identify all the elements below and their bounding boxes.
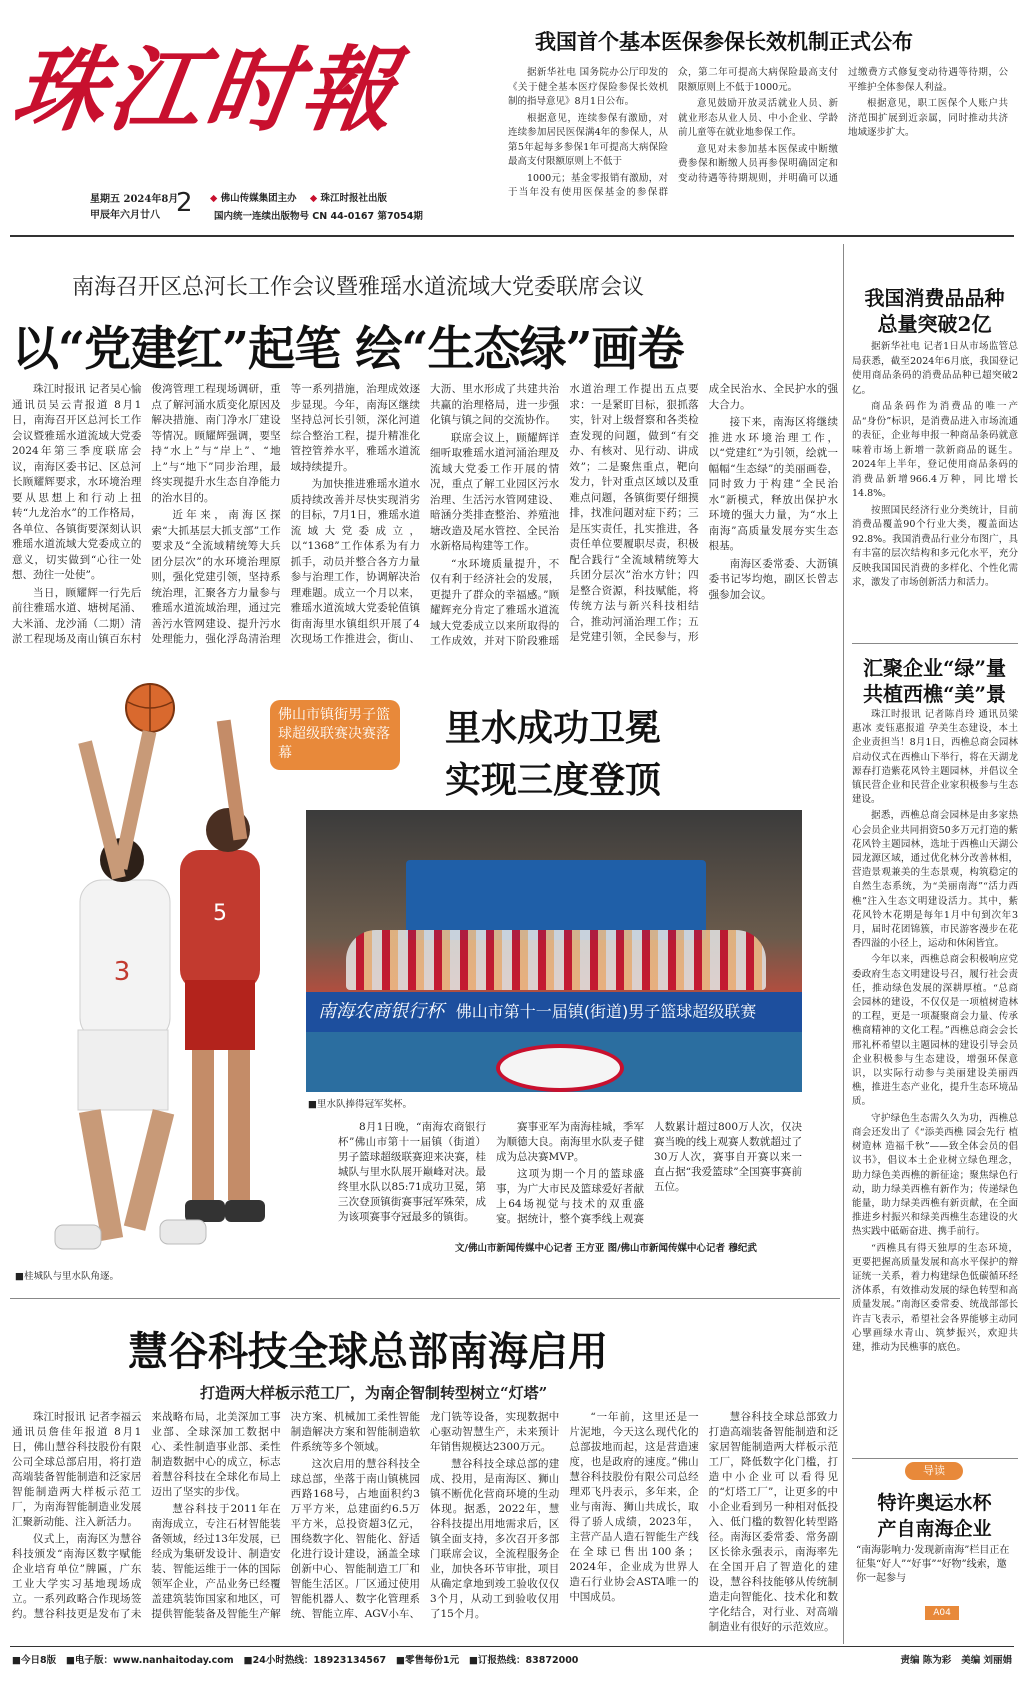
day-number: 2 bbox=[176, 188, 193, 218]
stage-backdrop bbox=[406, 860, 706, 940]
top-story-para: 1000元；基金零报销有激励，对于当年没有使用医保基金的参保群众，第二年可提高大病保险最高支付限额原则上不低于1000元。 bbox=[508, 67, 838, 198]
trophy-caption-text: 里水队捧得冠军奖杯。 bbox=[316, 1099, 412, 1110]
tech-headline: 慧谷科技全球总部南海启用 bbox=[128, 1328, 608, 1375]
footer-rule bbox=[10, 1646, 1014, 1647]
basketball-para: 8月1日晚，“南海农商银行杯”佛山市第十一届镇（街道）男子篮球超级联赛迎来决赛，桂城队与里水队展开巅峰对决。最终里水队以85:71成功卫冕，第三次登顶镇街赛事冠军殊荣，成为该项赛事夺冠最多的镇街。 bbox=[338, 1121, 486, 1223]
publisher1: 佛山传媒集团主办 bbox=[220, 193, 297, 204]
footer-price: 零售每份1元 bbox=[404, 1655, 460, 1666]
basketball-para: 这项为期一个月的篮球盛事，为广大市民及篮球爱好者献上64场视觉与技术的双重盛宴。据统计，整个赛季线上观赛人数累计超过800万人次，仅决赛当晚的线上观赛人数就超过了30万人次，赛事自开赛以来一直占据“我爱篮球”全国赛事赛前五位。 bbox=[496, 1121, 802, 1225]
footer-website[interactable]: 电子版：www.nanhaitoday.com bbox=[75, 1655, 234, 1666]
guide-label bbox=[905, 1462, 963, 1480]
sidebar-story1-headline-2: 总量突破2亿 bbox=[877, 312, 992, 336]
court-logo bbox=[496, 1044, 624, 1092]
guide-page-badge[interactable] bbox=[925, 1606, 959, 1620]
date-line1: 星期五 2024年8月 bbox=[90, 194, 179, 205]
tech-para: 这次启用的慧谷科技全球总部，坐落于南山镇桃园西路168号，占地面积约3万平方米，总建面约6.5万平方米，总投资超3亿元，围绕数字化、智能化、舒适化进行设计建设，涵盖全球创新中心、智能制造工厂和智能生活区。厂区通过使用智能机器人、数字化管理系统、智能立库、AGV小车、龙门铣等设备，实现数据中心驱动智慧生产，未来预计年销售规模达2300万元。 bbox=[290, 1411, 560, 1620]
tech-para: 珠江时报讯 记者李福云 通讯员詹佳年报道 8月1日，佛山慧谷科技股份有限公司全球总部启用，将打造高端装备智能制造和泛家居智能制造两大样板示范工厂，为南海智能制造业发展汇聚新动能、注入新活力。 bbox=[12, 1411, 142, 1528]
top-story-para: 意见对未参加基本医保或中断缴费参保和断缴人员再参保明确固定和变动待遇等待期规则，并明确可以通过缴费方式修复变动待遇等待期，公平维护全体参保人利益。 bbox=[678, 67, 1008, 184]
guide-text: “南海影响力·发现新南海”栏目正在征集“好人”“好事”“好物”线索，邀你一起参与 bbox=[856, 1545, 1010, 1584]
tech-para: 慧谷科技全球总部致力打造高端装备智能制造和泛家居智能制造两大样板示范工厂，降低数字化门槛，打造中小企业可以看得见的“灯塔工厂”，让更多的中小企业看到另一种相对低投入、低门槛的数智化转型路径。南海区委常委、常务副区长徐永强表示，南海率先在全国开启了智造化的建设，慧谷科技能够从传统制造走向智能化、技术化和数字化结合，对行业、对高端制造业有很好的示范效应。 bbox=[708, 1411, 838, 1633]
sidebar-story2-headline-2: 共植西樵“美”景 bbox=[862, 682, 1006, 706]
svg-text:5: 5 bbox=[213, 901, 227, 926]
tech-para: 慧谷科技全球总部的建成、投用，是南海区、狮山镇不断优化营商环境的生动体现。据悉，2022年，慧谷科技提出用地需求后，区镇全面支持，多次召开多部门联席会议，全流程服务企业，加快各环节审批，项目从确定拿地到竣工验收仅仅3个月，从动工到验收仅用了15个月。 bbox=[429, 1458, 560, 1620]
sidebar-divider bbox=[843, 244, 844, 1644]
top-story-headline: 我国首个基本医保参保长效机制正式公布 bbox=[535, 29, 913, 54]
lead-para: 接下来，南海区将继续推进水环境治理工作，以“党建红”为引领，绘就一幅幅“生态绿”的美丽画卷，同时致力于构建“全民治水”新模式，释放出保护水环境的强大力量，为“水上南海”高质量发展夯实生态根基。 bbox=[708, 416, 838, 552]
top-story-body bbox=[508, 66, 1008, 208]
tech-para: 慧谷科技于2011年在南海成立，专注石材智能装备领域，经过13年发展，已经成为集研发设计、制造安装、智能运维于一体的国际领军企业，产品业务已经覆盖建筑装饰国家和地区，可提供智能装备及智能生产解决方案、机械加工柔性智能制造解决方案和智能制造软件系统等多个领域。 bbox=[151, 1411, 420, 1620]
footer-square-icon: ■ bbox=[66, 1655, 76, 1666]
trophy-caption bbox=[308, 1096, 412, 1110]
caption-square-icon: ■ bbox=[15, 1271, 24, 1282]
lead-kicker: 南海召开区总河长工作会议暨雅瑶水道流域大党委联席会议 bbox=[72, 275, 645, 300]
top-story-para: 意见鼓励开放灵活就业人员、新就业形态从业人员、中小企业、学龄前儿童等在就业地参保工作。 bbox=[678, 98, 838, 138]
basketball-headline-1: 里水成功卫冕 bbox=[445, 707, 662, 749]
footer-square-icon: ■ bbox=[12, 1655, 21, 1666]
player-photo bbox=[10, 680, 300, 1290]
wave-icon: ◆ bbox=[309, 193, 318, 204]
top-story-para: 据新华社电 国务院办公厅印发的《关于健全基本医疗保险参保长效机制的指导意见》8月1日公布。 bbox=[508, 67, 668, 107]
banner-event: 佛山市第十一届镇(街道)男子篮球超级联赛 bbox=[455, 1002, 757, 1021]
lead-para: 近年来，南海区探索“大抓基层大抓支部”工作要求及“全流域精统筹大兵团分层次”的水环境治理原则，强化党建引领，坚持系统治理，汇聚各方力量参与雅瑶水道流域治理，通过完善污水管网建设、提升污水处理能力，强化浮岛清治理等一系列措施，治理成效逐步显现。今年，南海区继续坚持总河长引领，深化河道综合整治工程，提升精准化管控管养水平，雅瑶水道流域持续提升。 bbox=[151, 383, 420, 645]
lead-para: 联席会议上，顾耀辉详细听取雅瑶水道河涌治理及流域大党委工作开展的情况，重点了解工业园区污水治理、生活污水管网建设、暗涵分类排查整治、养殖池塘改造及尾水管控、全民治水新格局构建等工作。 bbox=[429, 431, 560, 552]
basketball-tag-text: 佛山市镇街男子篮球超级联赛决赛落幕 bbox=[278, 707, 390, 761]
sidebar-rule-1 bbox=[852, 643, 1018, 644]
team-crowd bbox=[346, 930, 766, 990]
sidebar-story1-body bbox=[852, 340, 1018, 640]
footer-editor: 责编 陈为彩 bbox=[900, 1655, 952, 1666]
publisher-line bbox=[210, 190, 387, 204]
section-divider bbox=[10, 1298, 840, 1299]
sidebar-story2-para: 守护绿色生态需久久为功，西樵总商会还发出了《“添美西樵 园会先行 植树造林 造福千秋”——致全体会员的倡议书》，倡议本土企业树立绿色理念，助力绿色美西樵的新征途；聚焦绿色行动，助力绿美西樵有新作为；传递绿色能量，助力绿美西樵有新贡献，在全面推进乡村振兴和绿美西樵生态建设的火热实践中砥砺奋进、携手前行。 bbox=[852, 1112, 1018, 1238]
lead-para: 南海区委常委、大沥镇委书记岑均炮，副区长曾志强参加会议。 bbox=[708, 557, 838, 601]
basketball-headline-2: 实现三度登顶 bbox=[445, 759, 662, 801]
guide-headline-1[interactable]: 特许奥运水杯 bbox=[877, 1492, 992, 1514]
lead-headline: 以“党建红”起笔 绘“生态绿”画卷 bbox=[12, 322, 684, 377]
footer bbox=[12, 1652, 1012, 1666]
date-line2: 甲辰年六月廿八 bbox=[90, 210, 160, 221]
sidebar-rule-2 bbox=[852, 1458, 1018, 1459]
players-illustration bbox=[10, 680, 300, 1290]
lead-para: 当日，顾耀辉一行先后前往雅瑶水道、塘树尾涌、大米涌、龙沙涌（二期）清淤工程现场及南山镇百东村俊湾管理工程现场调研，重点了解河涌水质变化原因及解决措施、南门净水厂建设等情况。顾耀辉强调，要坚持“水上”与“岸上”、“地上”与“地下”同步治理，最终实现提升水生态自净能力的治水目的。 bbox=[12, 383, 281, 645]
tech-body bbox=[12, 1410, 838, 1635]
lead-body bbox=[12, 382, 838, 662]
basketball-tag bbox=[270, 700, 400, 770]
player-caption-text: 桂城队与里水队角逐。 bbox=[23, 1271, 119, 1282]
sidebar-story1-para: 按照国民经济行业分类统计，目前消费品覆盖90个行业大类，覆盖面达92.8%。我国消费品行业分布图广，具有丰富的层次结构和多元化水平，充分反映我国国民消费的多样化、个性化需求，激发了市场创新活力和活力。 bbox=[852, 504, 1018, 588]
footer-hotline: 24小时热线：18923134567 bbox=[252, 1655, 387, 1666]
basketball-body bbox=[338, 1120, 802, 1230]
newspaper-logo: 珠江时報 bbox=[6, 36, 406, 144]
tech-para: 仪式上，南海区为慧谷科技颁发“南海区数字赋能企业培育单位”牌匾，广东工业大学实习基地现场成立。一系列政略合作现场签约。慧谷科技更是发布了未来战略布局，北美深加工事业部、全球深加工数据中心、柔性制造事业部、柔性制造数据中心的成立，标志着慧谷科技在全球化布局上迈出了坚实的步伐。 bbox=[12, 1411, 281, 1620]
lead-para: “水环境质量提升，不仅有利于经济社会的发展，更提升了群众的幸福感。”顾耀辉充分肯定了雅瑶水道流域大党委成立以来所取得的工作成效，并对下阶段雅瑶水道治理工作提出五点要求：一是紧盯目标，狠抓落实，针对上级督察和各类检查发现的问题，做到“有交办、有核对、见行动、讲成效”；二是聚焦重点，靶向发力，针对重点区域以及重难点问题，各镇街要仔细摸排，找准问题对症下药；三是压实责任，扎实推进，各责任单位要履职尽责，积极配合践行“全流域精统筹大兵团分层次”治水方针；四是整合资源，科技赋能，将传统方法与新兴科技相结合，推动河涌治理工作；五是党建引领，全民参与，形成全民治水、全民护水的强大合力。 bbox=[429, 383, 838, 647]
sidebar-story2-para: “西樵具有得天独厚的生态环境，更要把握高质量发展和高水平保护的辩证统一关系，着力构建绿色低碳循环经济体系，有效推动发展的绿色转型和高质量发展。”南海区委常委、统战部部长许吉飞表示，希望社会各界能够主动同心擘画绿水青山、筑梦振兴，欢迎共建，推动为民樵事的底色。 bbox=[852, 1242, 1018, 1353]
player-caption bbox=[12, 1268, 122, 1282]
guide-headline-2[interactable]: 产自南海企业 bbox=[877, 1518, 992, 1540]
event-banner bbox=[306, 992, 802, 1032]
masthead-divider bbox=[10, 235, 1014, 237]
lead-para: 为加快推进雅瑶水道水质持续改善并尽快实现消劣的目标，7月1日，雅瑶水道流域大党委成立，以“1368”工作体系为有力抓手，动员并整合各方力量参与治理工作，协调解决治理难题。成立一个月以来，雅瑶水道流域大党委轮值镇街南海里水镇组织开展了4次现场工作推进会，街山、大沥、里水形成了共建共治共赢的治理格局，进一步强化镇与镇之间的交流协作。 bbox=[290, 383, 560, 645]
trophy-photo bbox=[306, 810, 802, 1092]
cn-number: 国内统一连续出版物号 CN 44-0167 第7054期 bbox=[214, 211, 423, 222]
banner-bank: 南海农商银行杯 bbox=[318, 1001, 444, 1022]
tech-para: “一年前，这里还是一片泥地，今天这么现代化的总部拔地而起，这是营造速度，也是政府的速度。”佛山慧谷科技股份有限公司总经理邓飞丹表示，多年来，企业与南海、狮山共成长，取得了骄人成绩，2023年，主营产品人造石智能生产线在全球已售出100条；2024年，企业成为世界人造石行业协会ASTA唯一的中国成员。 bbox=[569, 1411, 699, 1603]
sidebar-story2-para: 珠江时报讯 记者陈肖玲 通讯员梁惠冰 麦钰惠报道 孕美生态建设，本土企业责担当！8月1日，西樵总商会园林启动仪式在西樵山下举行，将在天湖龙源春打造紫花风铃主题园林，并倡议全镇民营企业和民营企业家积极参与生态建设。 bbox=[852, 709, 1018, 806]
top-story-para: 根据意见，连续参保有激励，对连续参加居民医保满4年的参保人，从第5年起每多参保1年可提高大病保险最高支付限额原则上不低于 bbox=[508, 112, 668, 167]
tech-subheadline: 打造两大样板示范工厂，为南企智制转型树立“灯塔” bbox=[200, 1384, 548, 1402]
lead-para: 珠江时报讯 记者吴心愉 通讯员吴云青报道 8月1日，南海召开区总河长工作会议暨雅瑶水道流域大党委2024年第三季度联席会议，南海区委书记、区总河长顾耀辉要求，水环境治理要从思想上和行动上扭转“九龙治水”的工作格局，各单位、各镇街要深刻认识雅瑶水道流域大党委成立的意义，切实做到“心往一处想、劲往一处使”。 bbox=[12, 383, 142, 581]
footer-square-icon: ■ bbox=[469, 1655, 479, 1666]
footer-designer: 美编 刘丽娟 bbox=[961, 1655, 1012, 1666]
sidebar-story1-para: 商品条码作为消费品的唯一产品“身份”标识，是消费品进入市场流通的表征，企业每申报一种商品条码就意味着市场上新增一款新商品的诞生。2024年上半年，登记使用商品条码的消费品新增966.4万种，同比增长14.8%。 bbox=[852, 401, 1018, 499]
basketball-byline: 文/佛山市新闻传媒中心记者 王方亚 图/佛山市新闻传媒中心记者 穆纪武 bbox=[455, 1243, 757, 1254]
sidebar-story2-para: 据悉，西樵总商会园林是由多家热心会员企业共同捐资50多万元打造的紫花风铃主题园林，选址于西樵山天湖公园龙源区域，通过优化林分改善林相，营造景观兼美的生态景观，构筑稳定的自然生态系统，为“美丽南海”“活力西樵”注入生态文明建设活力。其中，紫花风铃木花期是每年1月中旬到次年3月，届时花团锦簇，市民游客漫步在花香四溢的小径上，运动和休闲皆宜。 bbox=[852, 810, 1018, 950]
basketball-para: 赛事亚军为南海桂城，季军为顺德大良。南海里水队麦子健成为总决赛MVP。 bbox=[496, 1121, 644, 1163]
footer-square-icon: ■ bbox=[396, 1655, 405, 1666]
svg-text:3: 3 bbox=[113, 957, 131, 987]
guide-page-text: A04 bbox=[933, 1608, 951, 1618]
guide-label-text: 导读 bbox=[923, 1464, 945, 1477]
phoenix-icon: ◆ bbox=[210, 193, 218, 204]
sidebar-story1-para: 据新华社电 记者1日从市场监管总局获悉，截至2024年6月底，我国登记使用商品条码的消费品品种已超突破2亿。 bbox=[852, 341, 1018, 396]
caption-square-icon: ■ bbox=[308, 1099, 317, 1110]
sidebar-story2-body bbox=[852, 708, 1018, 1446]
footer-square-icon: ■ bbox=[243, 1655, 253, 1666]
sidebar-story1-headline-1: 我国消费品品种 bbox=[864, 286, 1005, 310]
publisher2: 珠江时报社出版 bbox=[320, 193, 388, 204]
top-story-para: 根据意见，职工医保个人账户共济范围扩展到近亲属，同时推动共济地域逐步扩大。 bbox=[848, 98, 1008, 138]
footer-subscribe: 订报热线：83872000 bbox=[478, 1655, 579, 1666]
sidebar-story2-para: 今年以来，西樵总商会积极响应党委政府生态文明建设号召，履行社会责任，推动绿色发展的深耕厚植。“总商会园林的建设，不仅仅是一项植树造林的工程，更是一项凝聚商会力量、传承樵商精神的文化工程。”西樵总商会会长邢礼杯希望以主题园林的建设引导会员企业积极参与生态建设，增强环保意识，以实际行动参与美丽建设美丽西樵，推进生态产业化，提升生态环境品质。 bbox=[852, 954, 1018, 1108]
footer-edition: 今日8版 bbox=[20, 1655, 57, 1666]
sidebar-story2-headline-1: 汇聚企业“绿”量 bbox=[862, 656, 1006, 680]
